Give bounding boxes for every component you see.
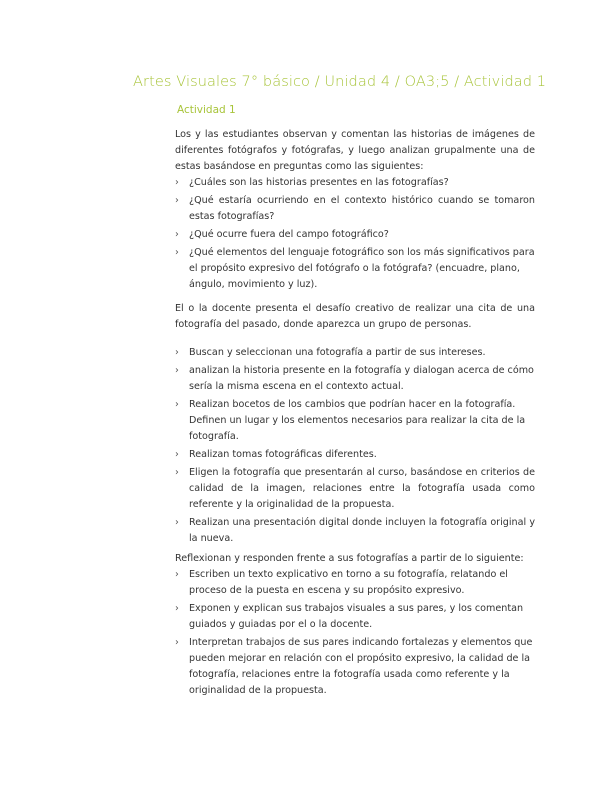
page-header-title: Artes Visuales 7° básico / Unidad 4 / OA3;5 / Actividad 1 — [133, 74, 547, 90]
question-text: ¿Qué elementos del lenguaje fotográfico son los más significativos para el propósito expresivo del fotógrafo o la fotógrafa? (encuadre, plano, ángulo, movimiento y luz). — [189, 247, 535, 290]
intro-paragraph: Los y las estudiantes observan y comentan las historias de imágenes de diferentes fotógrafos y fotógrafas, y luego analizan grupalmente una de estas basándose en preguntas como las siguientes: — [175, 129, 535, 172]
steps-list — [175, 345, 535, 547]
step-text: Realizan una presentación digital donde incluyen la fotografía original y la nueva. — [189, 517, 535, 544]
question-text: ¿Qué estaría ocurriendo en el contexto histórico cuando se tomaron estas fotografías? — [189, 195, 535, 222]
reflection-item — [175, 601, 535, 633]
question-item — [175, 227, 535, 243]
reflection-intro: Reflexionan y responden frente a sus fotografías a partir de lo siguiente: — [175, 553, 524, 564]
step-item — [175, 363, 535, 395]
reflection-text: Escriben un texto explicativo en torno a su fotografía, relatando el proceso de la puesta en escena y su propósito expresivo. — [189, 569, 508, 596]
question-text: ¿Qué ocurre fuera del campo fotográfico? — [189, 229, 389, 240]
bullet-arrow-icon: › — [175, 195, 179, 206]
bullet-arrow-icon: › — [175, 467, 179, 478]
question-item — [175, 175, 535, 191]
activity-content — [175, 127, 535, 701]
bullet-arrow-icon: › — [175, 569, 179, 580]
bullet-arrow-icon: › — [175, 365, 179, 376]
bullet-arrow-icon: › — [175, 449, 179, 460]
step-text: analizan la historia presente en la fotografía y dialogan acerca de cómo sería la misma escena en el contexto actual. — [189, 365, 534, 392]
step-text: Eligen la fotografía que presentarán al curso, basándose en criterios de calidad de la imagen, relaciones entre la fotografía usada como referente y la originalidad de la propuesta. — [189, 467, 535, 510]
step-item — [175, 465, 535, 513]
step-item — [175, 345, 535, 361]
step-text: Buscan y seleccionan una fotografía a partir de sus intereses. — [189, 347, 486, 358]
question-text: ¿Cuáles son las historias presentes en las fotografías? — [189, 177, 449, 188]
reflection-item — [175, 567, 535, 599]
bullet-arrow-icon: › — [175, 247, 179, 258]
bullet-arrow-icon: › — [175, 603, 179, 614]
step-item — [175, 397, 535, 445]
bullet-arrow-icon: › — [175, 347, 179, 358]
step-text: Realizan bocetos de los cambios que podrían hacer en la fotografía. Definen un lugar y los elementos necesarios para realizar la cita de la fotografía. — [189, 399, 526, 442]
question-item — [175, 193, 535, 225]
reflection-text: Interpretan trabajos de sus pares indicando fortalezas y elementos que pueden mejorar en relación con el propósito expresivo, la calidad de la fotografía, relaciones entre la fotografía usada como referente y la originalidad de la propuesta. — [189, 637, 533, 696]
reflection-text: Exponen y explican sus trabajos visuales a sus pares, y los comentan guiados y guiadas por el o la docente. — [189, 603, 524, 630]
step-item — [175, 447, 535, 463]
bullet-arrow-icon: › — [175, 517, 179, 528]
bullet-arrow-icon: › — [175, 177, 179, 188]
questions-list — [175, 175, 535, 293]
reflection-item — [175, 635, 535, 699]
bullet-arrow-icon: › — [175, 399, 179, 410]
challenge-paragraph: El o la docente presenta el desafío creativo de realizar una cita de una fotografía del pasado, donde aparezca un grupo de personas. — [175, 303, 535, 330]
step-text: Realizan tomas fotográficas diferentes. — [189, 449, 377, 460]
activity-title: Actividad 1 — [177, 104, 236, 116]
question-item — [175, 245, 535, 293]
bullet-arrow-icon: › — [175, 229, 179, 240]
step-item — [175, 515, 535, 547]
bullet-arrow-icon: › — [175, 637, 179, 648]
reflection-list — [175, 567, 535, 699]
